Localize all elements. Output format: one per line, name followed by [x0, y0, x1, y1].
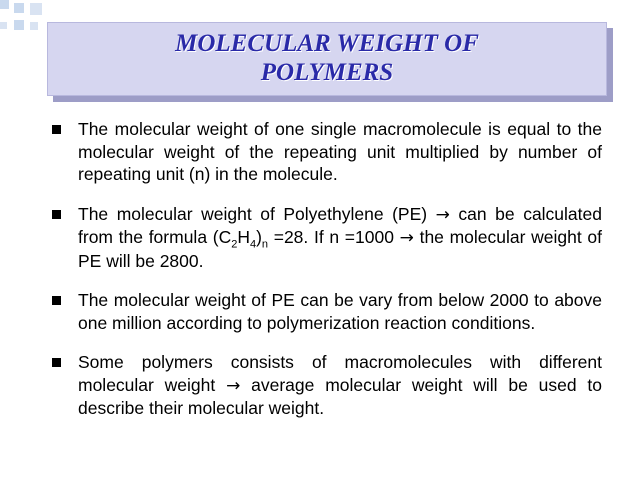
decor-square [14, 20, 24, 30]
bullet-text-part: Some polymers consists of macromolecules with different molecular weight [78, 352, 602, 395]
decor-square [30, 3, 42, 15]
slide-title-line-1: MOLECULAR WEIGHT OF [175, 30, 479, 57]
bullet-item-4 [48, 351, 602, 420]
bullet-text: The molecular weight of one single macromolecule is equal to the molecular weight of the repeating unit multiplied by number of repeating unit (n) in the molecule. [78, 119, 602, 184]
bullet-text-part: can be calculated from the formula (C [78, 203, 602, 247]
decor-square [14, 3, 24, 13]
bullet-text-part: ) [256, 227, 262, 247]
right-arrow-icon: → [399, 228, 414, 248]
bullet-item-2 [48, 203, 602, 273]
bullet-text: The molecular weight of PE can be vary from below 2000 to above one million according to polymerization reaction conditions. [78, 290, 602, 333]
title-box [47, 22, 607, 96]
bullet-item-1 [48, 118, 602, 186]
bullet-text-part: H [237, 227, 250, 247]
bullet-list [48, 118, 602, 437]
decor-square [30, 22, 38, 30]
slide-title [48, 29, 606, 87]
bullet-text-part: =28. If n =1000 [268, 227, 400, 247]
decor-square [0, 22, 7, 29]
right-arrow-icon: → [226, 375, 241, 396]
square-bullet-icon [52, 210, 61, 219]
subscript: 2 [231, 238, 238, 251]
slide-title-line-2: POLYMERS [260, 59, 394, 86]
bullet-text-part: average molecular weight will be used to describe their molecular weight. [78, 374, 602, 418]
square-bullet-icon [52, 125, 61, 134]
bullet-item-3 [48, 289, 602, 334]
bullet-text-part: The molecular weight of Polyethylene (PE) [78, 203, 436, 224]
subscript: n [261, 238, 269, 251]
square-bullet-icon [52, 296, 61, 305]
subscript: 4 [249, 238, 257, 251]
square-bullet-icon [52, 358, 61, 367]
right-arrow-icon: → [435, 204, 450, 225]
decor-square [0, 0, 9, 9]
bullet-text-part: the molecular weight of PE will be 2800. [78, 227, 603, 271]
